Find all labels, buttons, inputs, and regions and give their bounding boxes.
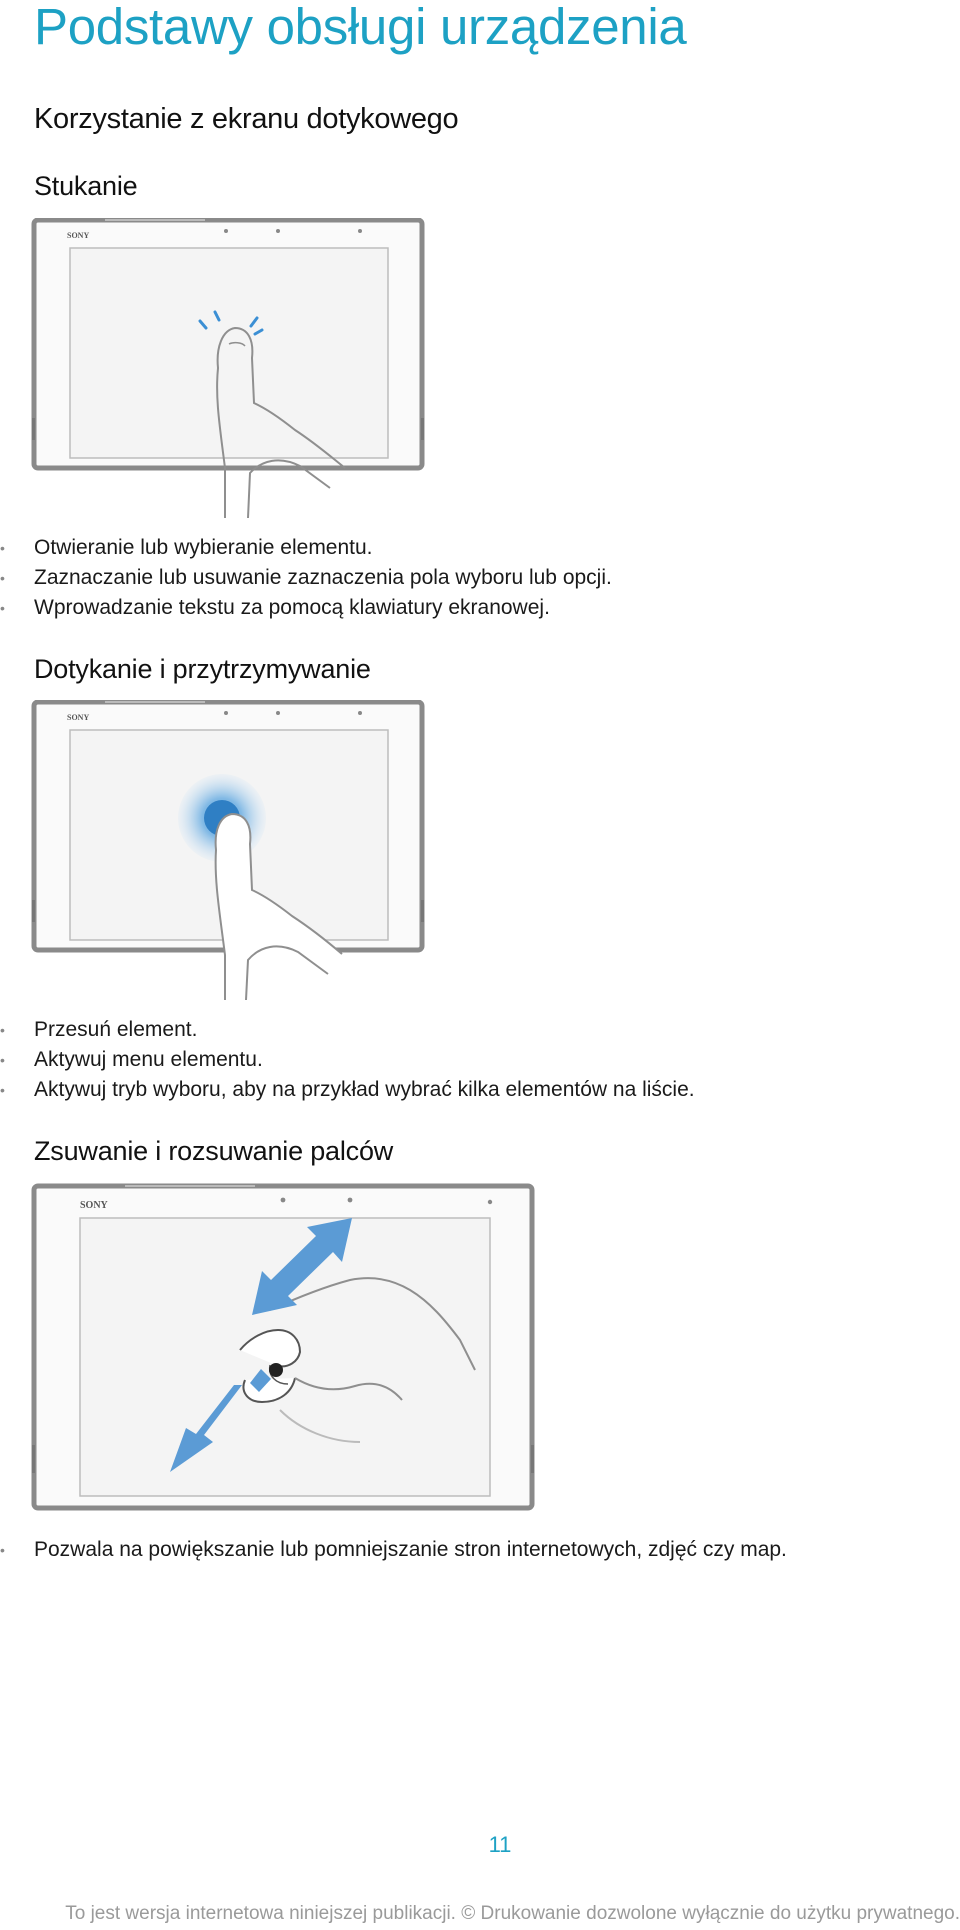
- page-title: Podstawy obsługi urządzenia: [34, 0, 687, 55]
- touch-hold-bullet-list: [0, 1015, 940, 1105]
- gesture-title-pinch: Zsuwanie i rozsuwanie palców: [34, 1136, 394, 1166]
- pinch-center-point: [269, 1363, 283, 1377]
- list-item: • Pozwala na powiększanie lub pomniejszanie stron internetowych, zdjęć czy map.: [0, 1538, 787, 1561]
- touch-hold-illustration: [30, 700, 430, 1010]
- list-item: • Przesuń element.: [0, 1018, 198, 1041]
- sony-logo: SONY: [67, 231, 90, 240]
- tablet-screen: [70, 248, 388, 458]
- sony-logo: SONY: [67, 713, 90, 722]
- page-number: 11: [488, 1832, 512, 1857]
- footer-note: To jest wersja internetowa niniejszej publikacji. © Drukowanie dozwolone wyłącznie do użytku prywatnego.: [65, 1903, 960, 1924]
- list-item: • Otwieranie lub wybieranie elementu.: [0, 536, 373, 559]
- list-item: • Aktywuj menu elementu.: [0, 1048, 263, 1071]
- list-item: • Wprowadzanie tekstu za pomocą klawiatury ekranowej.: [0, 596, 550, 619]
- pinch-bullet-list: [0, 1535, 940, 1565]
- section-title: Korzystanie z ekranu dotykowego: [34, 103, 459, 135]
- list-item: • Aktywuj tryb wyboru, aby na przykład wybrać kilka elementów na liście.: [0, 1078, 695, 1101]
- list-item: • Zaznaczanie lub usuwanie zaznaczenia pola wyboru lub opcji.: [0, 566, 612, 589]
- sony-logo: SONY: [80, 1200, 108, 1211]
- tap-bullet-list: [0, 533, 940, 623]
- tap-illustration: [30, 218, 430, 528]
- gesture-title-touch-hold: Dotykanie i przytrzymywanie: [34, 654, 371, 684]
- pinch-illustration: [30, 1180, 540, 1520]
- gesture-title-tap: Stukanie: [34, 171, 138, 201]
